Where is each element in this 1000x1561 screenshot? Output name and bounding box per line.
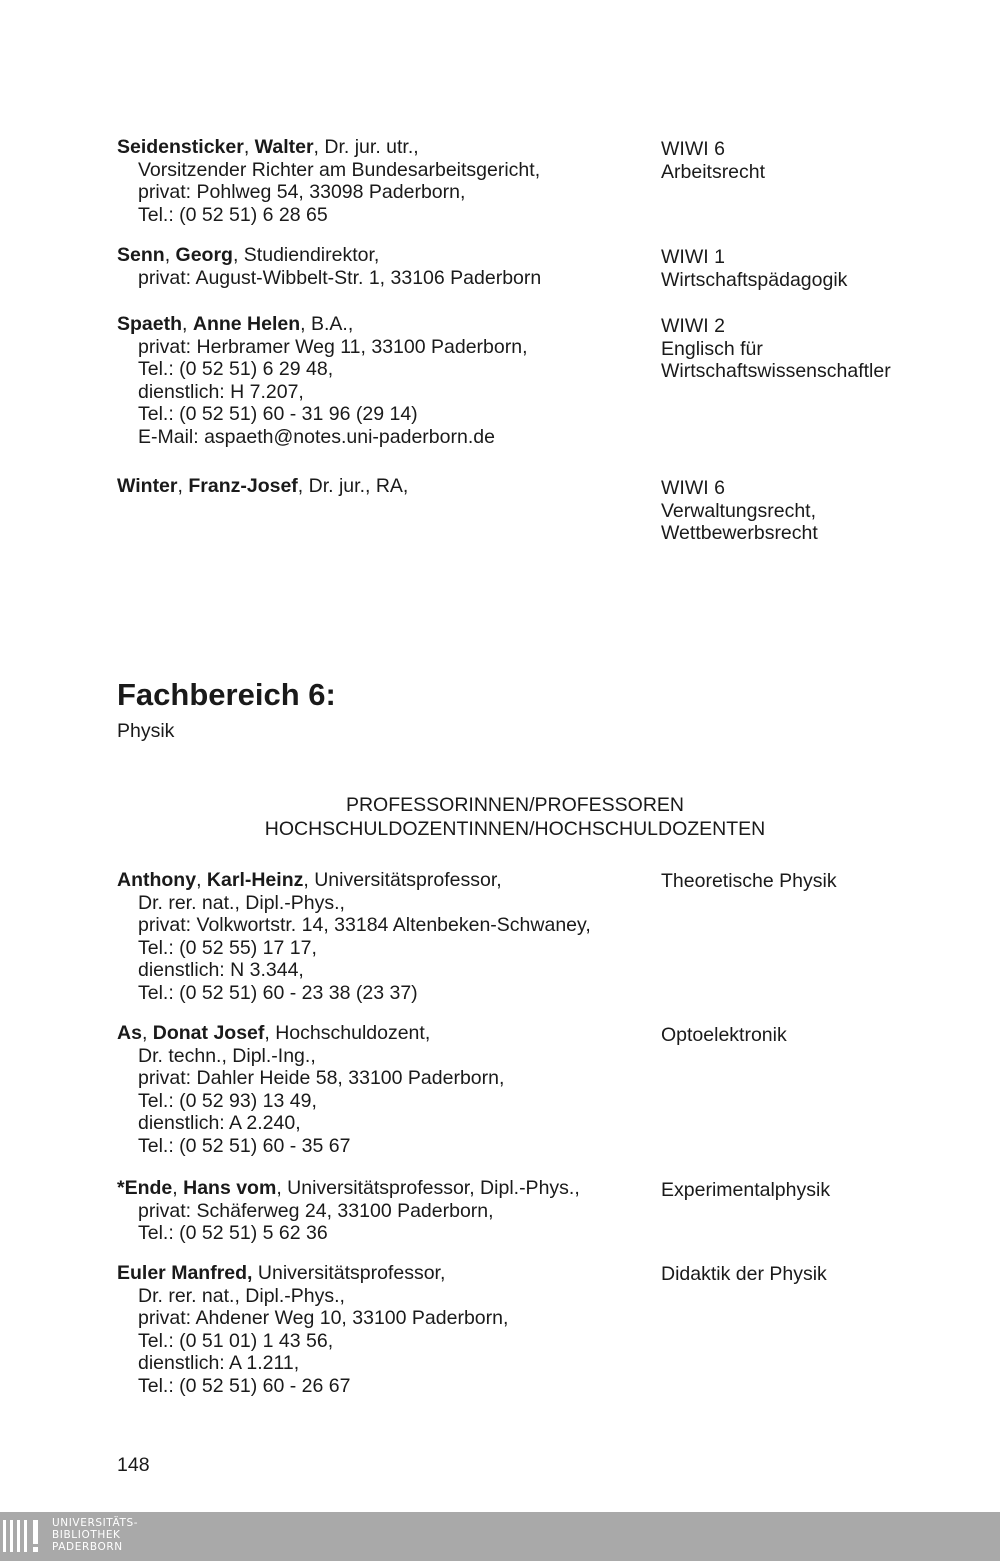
entry-title: Universitätsprofessor, — [252, 1262, 446, 1284]
entry-line: Dr. techn., Dipl.-Ing., — [138, 1044, 316, 1067]
entry-line: Dr. rer. nat., Dipl.-Phys., — [138, 1284, 345, 1307]
entry-line: dienstlich: A 1.211, — [138, 1352, 300, 1375]
entry-title: , Universitätsprofessor, — [303, 869, 502, 891]
entry-line: privat: Pohlweg 54, 33098 Paderborn, — [138, 181, 466, 204]
entry-line: Tel.: (0 52 51) 5 62 36 — [138, 1222, 328, 1245]
entry-title: , Hochschuldozent, — [264, 1022, 431, 1044]
entry-name-line: *Ende, Hans vom, Universitätsprofessor, Dipl.-Phys., — [117, 1177, 580, 1199]
entry-title: , B.A., — [300, 313, 354, 335]
entry-line: Tel.: (0 52 51) 60 - 31 96 (29 14) — [138, 403, 418, 426]
entry-as — [117, 1022, 637, 1158]
entry-line: Tel.: (0 52 51) 60 - 35 67 — [138, 1134, 351, 1157]
entry-given-name: Hans vom — [183, 1177, 277, 1199]
entry-seidensticker — [117, 136, 637, 226]
subject-line: Verwaltungsrecht, — [661, 499, 817, 522]
entry-given-name: Karl-Heinz — [206, 869, 304, 891]
library-logo-icon — [3, 1518, 43, 1554]
entry-line: privat: Volkwortstr. 14, 33184 Altenbeken-Schwaney, — [138, 914, 591, 937]
entry-given-name: Walter — [254, 136, 314, 158]
subject-line: WIWI 6 — [661, 138, 725, 160]
entry-line: privat: August-Wibbelt-Str. 1, 33106 Paderborn — [138, 266, 542, 289]
subject-line: Experimentalphysik — [661, 1179, 831, 1201]
entry-subject — [661, 138, 991, 183]
entry-line: privat: Ahdener Weg 10, 33100 Paderborn, — [138, 1307, 509, 1330]
subject-line: Optoelektronik — [661, 1024, 787, 1046]
entry-given-name: Franz-Josef — [188, 475, 298, 497]
entry-email: E-Mail: aspaeth@notes.uni-paderborn.de — [138, 425, 495, 448]
entry-subject — [661, 246, 991, 291]
entry-anthony — [117, 869, 637, 1005]
entry-surname: Winter — [117, 475, 178, 497]
entry-line: Dr. rer. nat., Dipl.-Phys., — [138, 891, 345, 914]
subject-line: Theoretische Physik — [661, 870, 837, 892]
entry-line: Tel.: (0 52 51) 6 28 65 — [138, 203, 328, 226]
entry-name-line: As, Donat Josef, Hochschuldozent, — [117, 1022, 431, 1044]
entry-given-name: Georg — [175, 244, 233, 266]
library-footer — [0, 1512, 1000, 1561]
section-subtitle: Physik — [117, 720, 175, 742]
entry-winter — [117, 475, 637, 498]
entry-ende — [117, 1177, 637, 1245]
entry-title: , Studiendirektor, — [232, 244, 380, 266]
entry-line: Tel.: (0 52 51) 60 - 26 67 — [138, 1374, 351, 1397]
library-name-line2: BIBLIOTHEK — [52, 1529, 121, 1541]
entry-name-line: Seidensticker, Walter, Dr. jur. utr., — [117, 136, 419, 158]
entry-line: Tel.: (0 52 51) 60 - 23 38 (23 37) — [138, 981, 418, 1004]
entry-surname: Spaeth — [117, 313, 183, 335]
entry-surname: Euler — [117, 1262, 166, 1284]
category-heading-line2: HOCHSCHULDOZENTINNEN/HOCHSCHULDOZENTEN — [264, 818, 766, 840]
subject-line: Wettbewerbsrecht — [661, 522, 818, 545]
entry-given-name: Anne Helen — [192, 313, 301, 335]
entry-name-line: Anthony, Karl-Heinz, Universitätsprofessor, — [117, 869, 502, 891]
entry-line: privat: Herbramer Weg 11, 33100 Paderborn, — [138, 335, 528, 358]
entry-title: , Universitätsprofessor, Dipl.-Phys., — [276, 1177, 580, 1199]
category-heading-line1: PROFESSORINNEN/PROFESSOREN — [345, 794, 685, 816]
entry-senn — [117, 244, 637, 289]
entry-surname: *Ende — [117, 1177, 173, 1199]
entry-subject — [661, 315, 991, 383]
entry-line: dienstlich: H 7.207, — [138, 380, 304, 403]
entry-subject — [661, 1024, 991, 1047]
entry-title: , Dr. jur. utr., — [313, 136, 419, 158]
entry-line: Vorsitzender Richter am Bundesarbeitsgericht, — [138, 158, 541, 181]
entry-name-line: Senn, Georg, Studiendirektor, — [117, 244, 380, 266]
entry-subject — [661, 1179, 991, 1202]
subject-line: Wirtschaftswissenschaftler — [661, 360, 891, 383]
entry-surname: As — [117, 1022, 142, 1044]
entry-subject — [661, 477, 991, 545]
entry-given-name: Manfred, — [171, 1262, 253, 1284]
subject-line: WIWI 6 — [661, 477, 725, 499]
library-name-line3: PADERBORN — [52, 1541, 123, 1553]
entry-euler — [117, 1262, 637, 1398]
subject-line: Wirtschaftspädagogik — [661, 268, 848, 291]
entry-line: Tel.: (0 52 93) 13 49, — [138, 1089, 317, 1112]
entry-subject — [661, 1263, 991, 1286]
entry-line: privat: Dahler Heide 58, 33100 Paderborn, — [138, 1067, 505, 1090]
subject-line: WIWI 2 — [661, 315, 725, 337]
entry-line: dienstlich: A 2.240, — [138, 1112, 301, 1135]
entry-line: dienstlich: N 3.344, — [138, 959, 304, 982]
entry-line: Tel.: (0 51 01) 1 43 56, — [138, 1329, 334, 1352]
subject-line: Arbeitsrecht — [661, 160, 766, 183]
entry-surname: Anthony — [117, 869, 197, 891]
entry-line: Tel.: (0 52 51) 6 29 48, — [138, 358, 334, 381]
entry-title: , Dr. jur., RA, — [297, 475, 409, 497]
entry-given-name: Donat Josef — [152, 1022, 265, 1044]
section-title: Fachbereich 6: — [117, 677, 336, 712]
subject-line: WIWI 1 — [661, 246, 725, 268]
entry-subject — [661, 870, 991, 893]
entry-surname: Seidensticker — [117, 136, 244, 158]
entry-line: privat: Schäferweg 24, 33100 Paderborn, — [138, 1199, 494, 1222]
library-name — [52, 1517, 138, 1553]
subject-line: Didaktik der Physik — [661, 1263, 827, 1285]
entry-surname: Senn — [117, 244, 165, 266]
entry-name-line: Spaeth, Anne Helen, B.A., — [117, 313, 354, 335]
entry-line: Tel.: (0 52 55) 17 17, — [138, 936, 317, 959]
page-number: 148 — [117, 1454, 150, 1476]
library-name-line1: UNIVERSITÄTS- — [52, 1517, 139, 1529]
entry-name-line — [117, 1262, 637, 1285]
entry-spaeth — [117, 313, 637, 449]
subject-line: Englisch für — [661, 337, 763, 360]
entry-name-line: Winter, Franz-Josef, Dr. jur., RA, — [117, 475, 409, 497]
